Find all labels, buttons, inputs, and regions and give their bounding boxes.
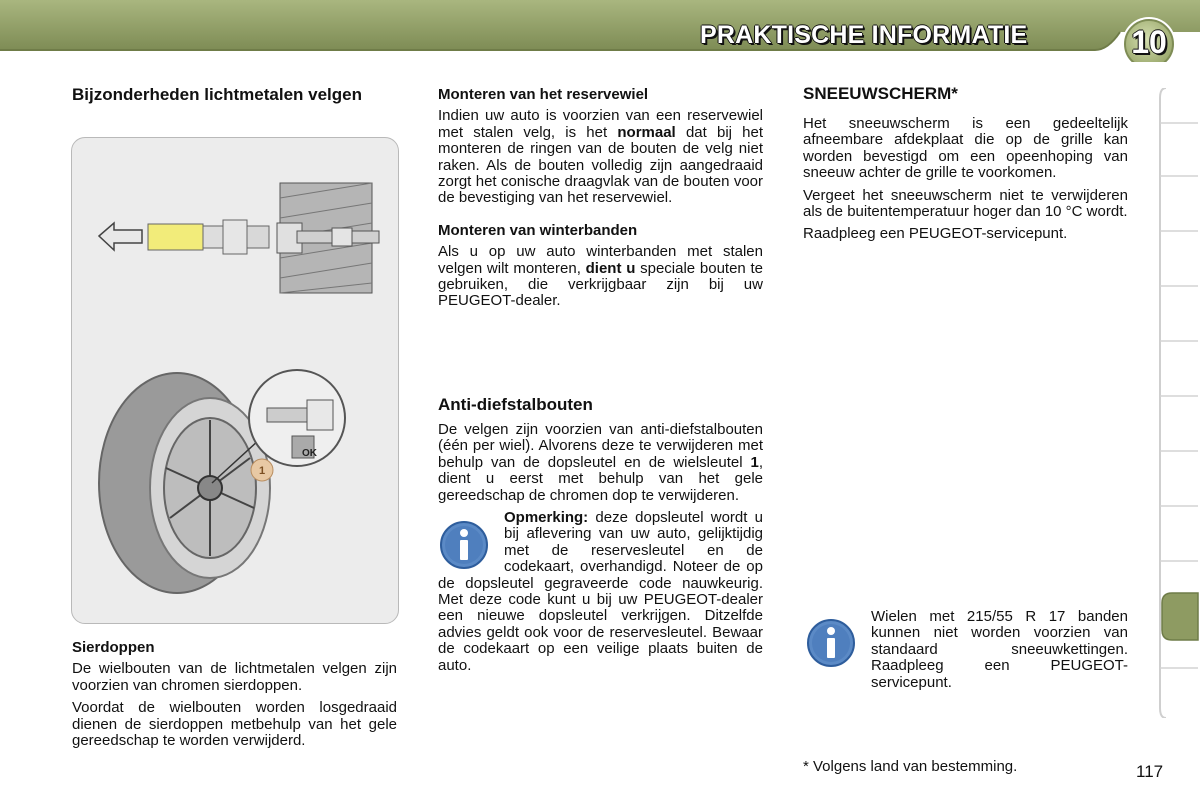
chapter-number: 10 <box>1131 24 1167 60</box>
sierdoppen-paragraph-2: Voordat de wielbouten worden losgedraaid dienen de sierdoppen metbehulp van het gele gereedschap te worden verwijderd. <box>72 699 397 750</box>
anti-diefstal-text-1: De velgen zijn voorzien van anti-diefstalbouten (één per wiel). Alvorens deze te verwijderen met behulp van de dopsleutel en de wielsleutel <box>438 421 763 471</box>
chapter-tabs <box>1158 88 1200 718</box>
sneeuwscherm-heading: SNEEUWSCHERM* <box>803 84 958 103</box>
opmerking-text: deze dopsleutel wordt u bij aflevering van uw auto, gelijktijdig met de reservesleutel en de codekaart, overhandigd. Noteer de op de dopsleutel gegraveerde code nauwkeurig. Met deze code kunt u bij uw PEUGEOT-dealer een nieuwe dopsleutel verkrijgen. Ditzelfde advies geldt ook voor de reservesleutel. Bewaar de codekaart op een veilige plaats buiten de auto. <box>438 509 763 674</box>
wheel-illustration <box>71 137 399 624</box>
winterbanden-text-1: Als u op uw auto winterbanden met stalen velgen wilt monteren, <box>438 243 763 277</box>
arrow-icon <box>99 223 142 250</box>
sierdoppen-heading: Sierdoppen <box>72 639 155 656</box>
figure-callout-1: 1 <box>259 465 266 477</box>
winterbanden-bold: dient u <box>585 259 636 277</box>
reservewiel-bold: normaal <box>617 123 676 141</box>
opmerking-note <box>438 510 763 674</box>
column-left <box>72 85 397 104</box>
reservewiel-paragraph <box>438 108 763 206</box>
sneeuwkettingen-note <box>803 609 1128 697</box>
column-middle <box>438 87 763 316</box>
info-icon <box>803 614 861 670</box>
anti-diefstal-heading: Anti-diefstalbouten <box>438 395 593 414</box>
info-icon <box>436 516 494 572</box>
anti-diefstal-bold: 1 <box>750 453 759 471</box>
section-anti-diefstal <box>438 395 763 680</box>
page-header <box>0 0 1200 62</box>
sneeuwscherm-paragraph-1: Het sneeuwscherm is een gedeeltelijk afneembare afdekplaat die op de grille kan worden bevestigd om een opeenhoping van sneeuw achter de grille te voorkomen. <box>803 115 1128 182</box>
sneeuwscherm-paragraph-2: Vergeet het sneeuwscherm niet te verwijderen als de buitentemperatuur hoger dan 10 °C wordt. <box>803 186 1128 221</box>
winterbanden-heading: Monteren van winterbanden <box>438 221 638 239</box>
opmerking-label: Opmerking: <box>504 509 589 527</box>
anti-diefstal-paragraph <box>438 422 763 504</box>
sierdoppen-paragraph-1: De wielbouten van de lichtmetalen velgen zijn voorzien van chromen sierdoppen. <box>72 660 397 694</box>
footnote: * Volgens land van bestemming. <box>803 758 1018 775</box>
reservewiel-heading: Monteren van het reservewiel <box>438 86 649 103</box>
figure-label-ok: OK <box>302 448 317 459</box>
winterbanden-paragraph <box>438 244 763 310</box>
section-sierdoppen <box>72 640 397 755</box>
column-right <box>803 84 1128 249</box>
page-number: 117 <box>1136 762 1164 781</box>
sneeuwscherm-paragraph-3: Raadpleeg een PEUGEOT-servicepunt. <box>803 225 1068 243</box>
sneeuwkettingen-text: Wielen met 215/55 R 17 banden kunnen niet worden voorzien van standaard sneeuwkettingen. Raadpleeg een PEUGEOT-servicepunt. <box>871 608 1128 691</box>
reservewiel-text-1: Indien uw auto is voorzien van een reservewiel met stalen velg, is het <box>438 107 763 141</box>
reservewiel-text-2: dat bij het monteren de ringen van de bouten de velg niet raken. Als de bouten volledig zijn aangedraaid zorgt het conische draagvlak van de bouten voor de bevestiging van het reservewiel. <box>438 123 764 207</box>
anti-diefstal-text-2: , dient u eerst met behulp van het gele gereedschap de chromen dop te verwijderen. <box>438 453 764 504</box>
section-title-velgen: Bijzonderheden lichtmetalen velgen <box>72 85 363 104</box>
winterbanden-text-2: speciale bouten te gebruiken, die verkrijgbaar zijn bij uw PEUGEOT-dealer. <box>438 259 764 310</box>
page-title: PRAKTISCHE INFORMATIE <box>700 21 1028 49</box>
